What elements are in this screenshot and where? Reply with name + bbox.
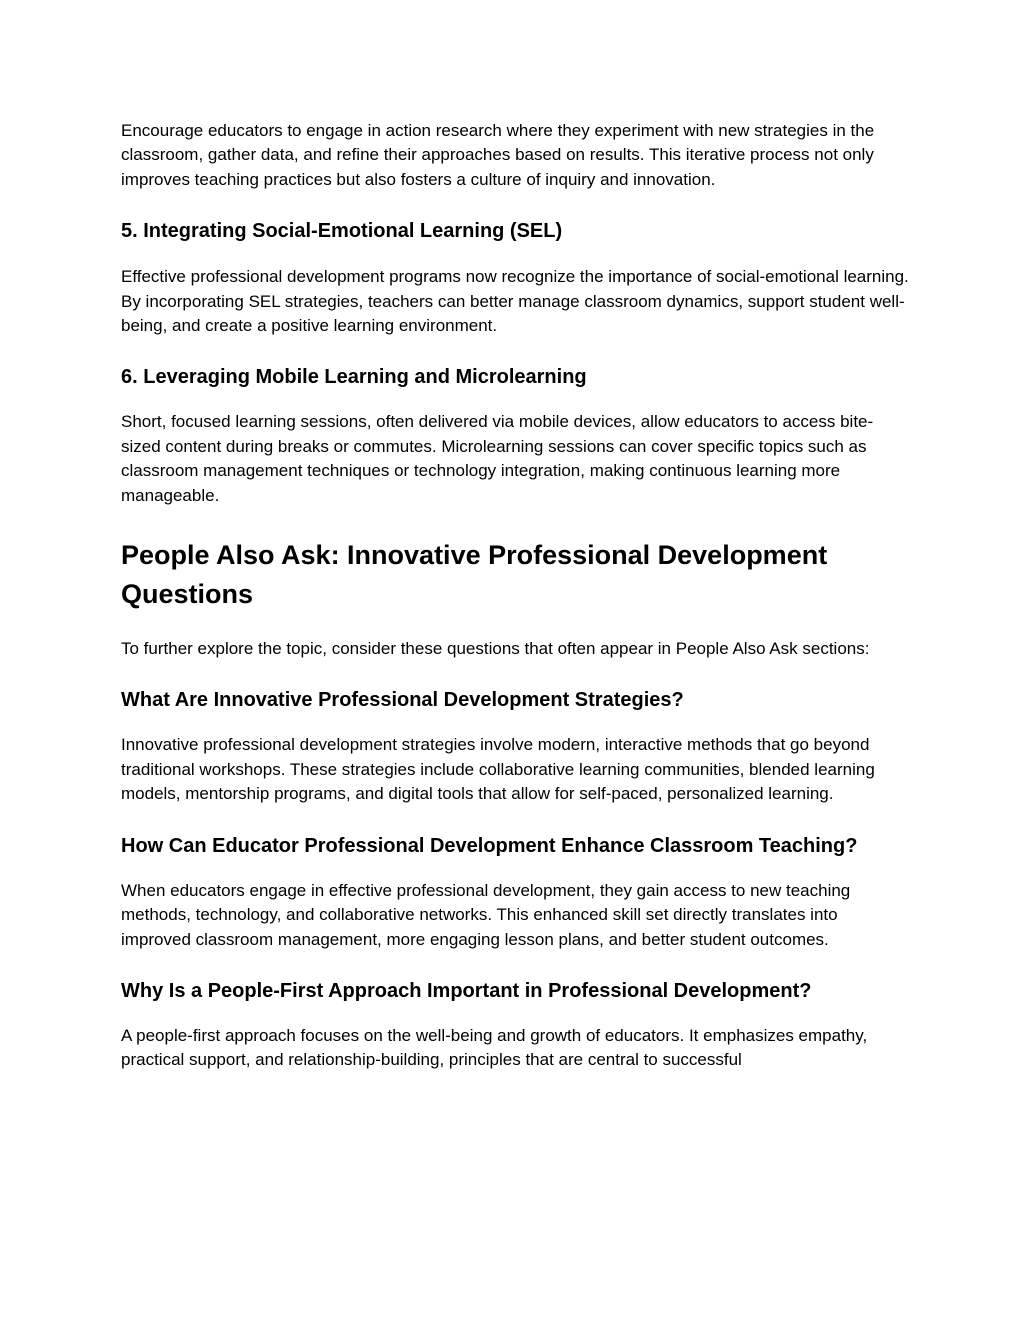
people-also-ask-intro: To further explore the topic, consider these questions that often appear in People Also Ask sections: bbox=[121, 639, 870, 659]
question-2-answer: When educators engage in effective professional development, they gain access to new teaching methods, technology, and collaborative networks. This enhanced skill set directly translates into improved classroom management, more engaging lesson plans, and better student outcomes. bbox=[121, 880, 851, 949]
sel-paragraph: Effective professional development programs now recognize the importance of social-emotional learning. By incorporating SEL strategies, teachers can better manage classroom dynamics, support student well-being, and create a positive learning environment. bbox=[121, 267, 909, 336]
document-page bbox=[121, 119, 911, 1073]
question-2-heading: How Can Educator Professional Development Enhance Classroom Teaching? bbox=[121, 834, 858, 857]
question-3-heading: Why Is a People-First Approach Important in Professional Development? bbox=[121, 979, 812, 1002]
question-3-answer: A people-first approach focuses on the well-being and growth of educators. It emphasizes empathy, practical support, and relationship-building, principles that are central to successful bbox=[121, 1025, 868, 1070]
question-1-heading: What Are Innovative Professional Development Strategies? bbox=[121, 689, 684, 712]
sel-heading: 5. Integrating Social-Emotional Learning (SEL) bbox=[121, 220, 563, 243]
action-research-paragraph: Encourage educators to engage in action research where they experiment with new strategies in the classroom, gather data, and refine their approaches based on results. This iterative process not only improves teaching practices but also fosters a culture of inquiry and innovation. bbox=[121, 121, 875, 189]
mobile-learning-paragraph: Short, focused learning sessions, often delivered via mobile devices, allow educators to access bite-sized content during breaks or commutes. Microlearning sessions can cover specific topics such as classroom management techniques or technology integration, making continuous learning more manageable. bbox=[121, 412, 874, 505]
mobile-learning-heading: 6. Leveraging Mobile Learning and Microlearning bbox=[121, 366, 587, 389]
question-1-answer: Innovative professional development strategies involve modern, interactive methods that go beyond traditional workshops. These strategies include collaborative learning communities, blended learning models, mentorship programs, and digital tools that allow for self-paced, personalized learning. bbox=[121, 735, 875, 804]
people-also-ask-heading: People Also Ask: Innovative Professional Development Questions bbox=[121, 540, 828, 609]
